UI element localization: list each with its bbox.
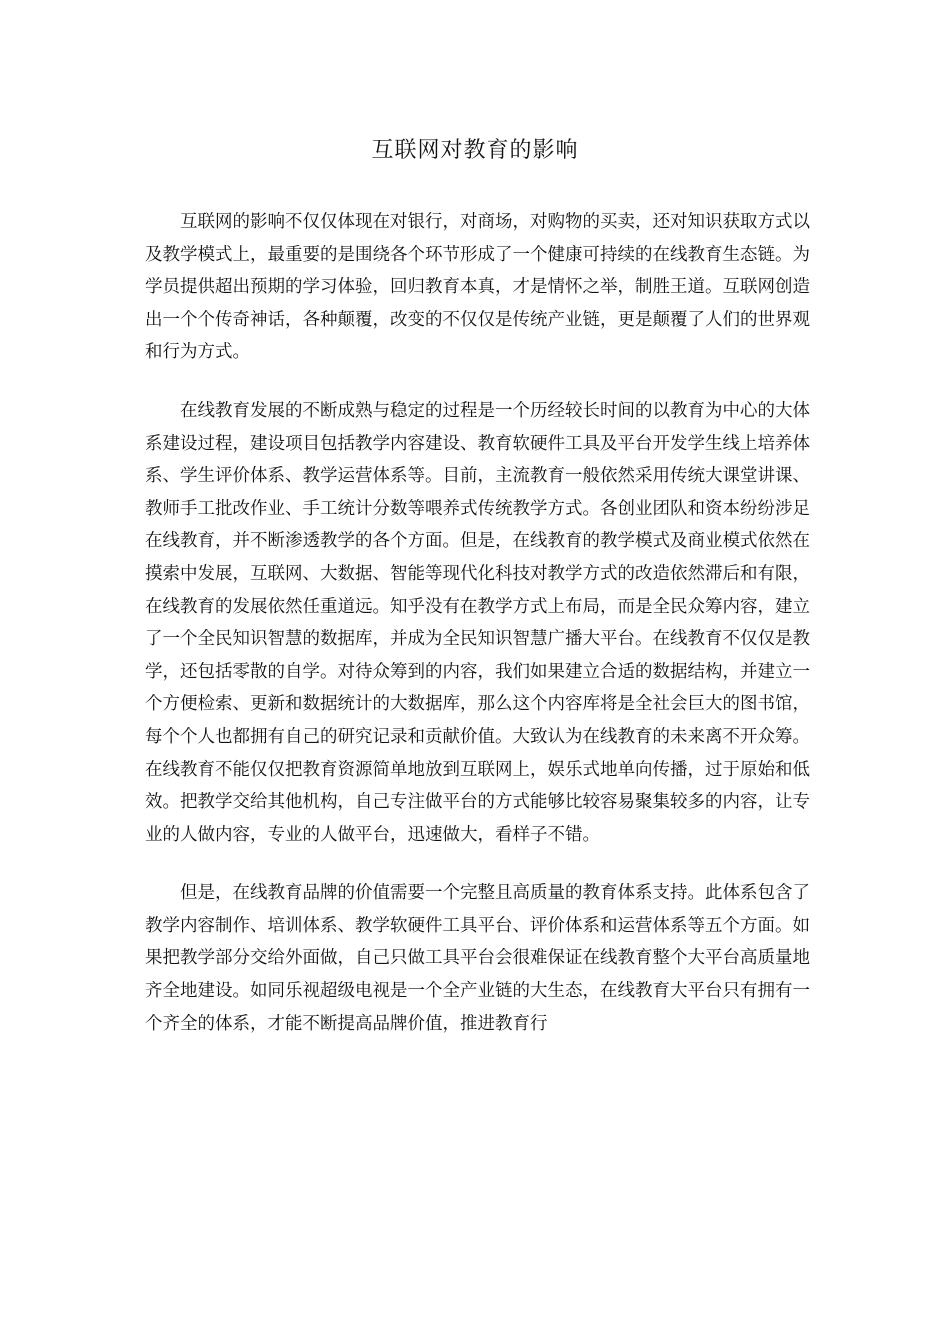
paragraph-3: 但是，在线教育品牌的价值需要一个完整且高质量的教育体系支持。此体系包含了教学内容制作、培训体系、教学软硬件工具平台、评价体系和运营体系等五个方面。如果把教学部分交给外面做，自己只做工具平台会很难保证在线教育整个大平台高质量地齐全地建设。如同乐视超级电视是一个全产业链的大生态，在线教育大平台只有拥有一个齐全的体系，才能不断提高品牌价值，推进教育行 xyxy=(145,883,810,1034)
paragraph-1: 互联网的影响不仅仅体现在对银行，对商场，对购物的买卖，还对知识获取方式以及教学模式上，最重要的是围绕各个环节形成了一个健康可持续的在线教育生态链。为学员提供超出预期的学习体验，回归教育本真，才是情怀之举，制胜王道。互联网创造出一个个传奇神话，各种颠覆，改变的不仅仅是传统产业链，更是颠覆了人们的世界观和行为方式。 xyxy=(145,212,810,363)
paragraph-2: 在线教育发展的不断成熟与稳定的过程是一个历经较长时间的以教育为中心的大体系建设过程，建设项目包括教学内容建设、教育软硬件工具及平台开发学生线上培养体系、学生评价体系、教学运营体系等。目前，主流教育一般依然采用传统大课堂讲课、教师手工批改作业、手工统计分数等喂养式传统教学方式。各创业团队和资本纷纷涉足在线教育，并不断渗透教学的各个方面。但是，在线教育的教学模式及商业模式依然在摸索中发展，互联网、大数据、智能等现代化科技对教学方式的改造依然滞后和有限，在线教育的发展依然任重道远。知乎没有在教学方式上布局，而是全民众筹内容，建立了一个全民知识智慧的数据库，并成为全民知识智慧广播大平台。在线教育不仅仅是教学，还包括零散的自学。对待众筹到的内容，我们如果建立合适的数据结构，并建立一个方便检索、更新和数据统计的大数据库，那么这个内容库将是全社会巨大的图书馆，每个个人也都拥有自己的研究记录和贡献价值。大致认为在线教育的未来离不开众筹。在线教育不能仅仅把教育资源简单地放到互联网上，娱乐式地单向传播，过于原始和低效。把教学交给其他机构，自己专注做平台的方式能够比较容易聚集较多的内容，让专业的人做内容，专业的人做平台，迅速做大，看样子不错。 xyxy=(145,400,810,845)
document-title: 互联网对教育的影响 xyxy=(371,138,579,163)
document-body xyxy=(145,206,810,1066)
